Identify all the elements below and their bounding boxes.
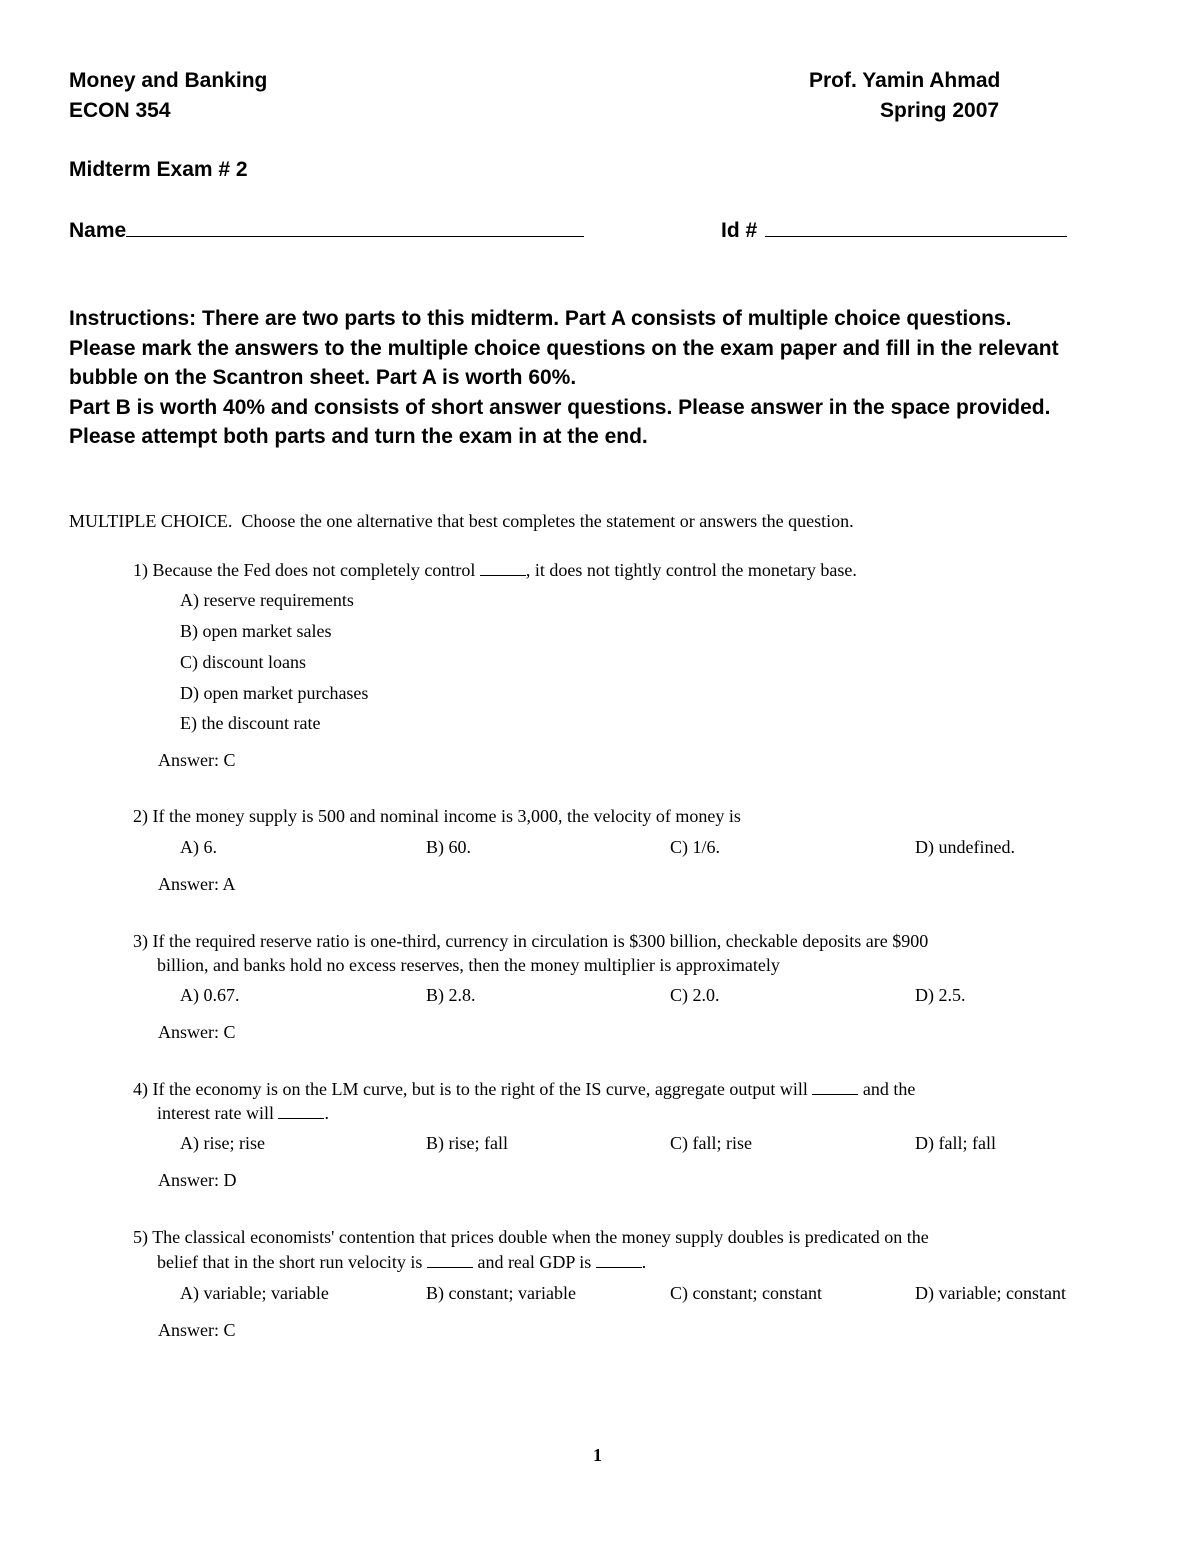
question-2-answer: Answer: A [158, 874, 236, 894]
answer-blank [427, 1253, 473, 1268]
answer-blank [812, 1080, 858, 1095]
question-text: If the money supply is 500 and nominal income is 3,000, the velocity of money is [152, 806, 741, 826]
question-1-option-a: A) reserve requirements [180, 590, 354, 610]
question-3-option-b: B) 2.8. [426, 985, 476, 1005]
question-1-option-d: D) open market purchases [180, 683, 369, 703]
page-number: 1 [593, 1445, 602, 1465]
question-2-option-d: D) undefined. [915, 837, 1015, 857]
question-4-stem-line-1 [133, 1079, 915, 1100]
question-5-option-d: D) variable; constant [915, 1283, 1066, 1303]
question-2-option-b: B) 60. [426, 837, 471, 857]
question-3-option-a: A) 0.67. [180, 985, 240, 1005]
question-5-option-b: B) constant; variable [426, 1283, 576, 1303]
name-field-row[interactable] [69, 218, 584, 243]
question-1-answer: Answer: C [158, 750, 236, 770]
question-text: . [324, 1103, 329, 1123]
question-4-option-c: C) fall; rise [670, 1133, 752, 1153]
answer-blank [480, 561, 526, 576]
term: Spring 2007 [880, 99, 1000, 122]
question-4-answer: Answer: D [158, 1170, 237, 1190]
id-blank-line[interactable] [765, 218, 1067, 237]
question-3-stem-line-2: billion, and banks hold no excess reserves, then the money multiplier is approximately [157, 955, 780, 975]
question-3-answer: Answer: C [158, 1022, 236, 1042]
section-heading [69, 511, 854, 532]
instructions-paragraph-1: Instructions: There are two parts to this midterm. Part A consists of multiple choice questions. Please mark the answers to the multiple choice questions on the exam paper and fill in the relevant bubble on the Scantron sheet. Part A is worth 60%. [69, 307, 1059, 390]
instructions-paragraph-2: Part B is worth 40% and consists of short answer questions. Please answer in the space provided. Please attempt both parts and turn the exam in at the end. [69, 395, 1051, 449]
question-2-option-a: A) 6. [180, 837, 217, 857]
answer-blank [278, 1104, 324, 1119]
question-text: If the economy is on the LM curve, but is to the right of the IS curve, aggregate output will [152, 1079, 808, 1099]
question-3-stem-line-1 [133, 931, 928, 952]
exam-title: Midterm Exam # 2 [69, 158, 248, 181]
question-text: . [641, 1252, 647, 1272]
question-text: If the required reserve ratio is one-third, currency in circulation is $300 billion, checkable deposits are $900 [152, 931, 929, 951]
question-1-option-c: C) discount loans [180, 652, 306, 672]
question-text: The classical economists' contention that prices double when the money supply doubles is predicated on the [152, 1227, 929, 1247]
question-text: interest rate will [157, 1103, 274, 1123]
name-blank-line[interactable] [126, 218, 584, 237]
question-text: and real GDP is [477, 1252, 592, 1272]
question-4-option-a: A) rise; rise [180, 1133, 265, 1153]
question-text: Because the Fed does not completely control [152, 560, 476, 580]
question-number: 1) [133, 560, 148, 580]
question-number: 5) [133, 1227, 148, 1247]
question-5-option-c: C) constant; constant [670, 1283, 822, 1303]
question-5-answer: Answer: C [158, 1320, 236, 1340]
professor-name: Prof. Yamin Ahmad [809, 69, 1001, 92]
name-label: Name [69, 219, 127, 242]
question-number: 2) [133, 806, 148, 826]
question-2-option-c: C) 1/6. [670, 837, 721, 857]
id-field-row[interactable] [721, 218, 1067, 243]
question-text: and the [862, 1079, 916, 1099]
section-title: MULTIPLE CHOICE. [69, 511, 233, 531]
question-1-option-b: B) open market sales [180, 621, 332, 641]
course-code: ECON 354 [69, 99, 171, 122]
question-4-stem-line-2 [157, 1103, 329, 1124]
question-4-option-b: B) rise; fall [426, 1133, 508, 1153]
question-1-option-e: E) the discount rate [180, 713, 321, 733]
question-number: 4) [133, 1079, 148, 1099]
question-5-stem-line-2 [157, 1252, 646, 1273]
question-5-stem-line-1 [133, 1227, 929, 1248]
question-text: belief that in the short run velocity is [157, 1252, 423, 1272]
id-label: Id # [721, 219, 758, 242]
instructions-block [69, 304, 1079, 452]
question-number: 3) [133, 931, 148, 951]
question-5-option-a: A) variable; variable [180, 1283, 329, 1303]
question-text: , it does not tightly control the monetary base. [525, 560, 857, 580]
question-2-stem [133, 806, 741, 827]
question-3-option-d: D) 2.5. [915, 985, 966, 1005]
course-title: Money and Banking [69, 69, 268, 92]
question-4-option-d: D) fall; fall [915, 1133, 996, 1153]
question-1-stem [133, 560, 857, 581]
section-directions: Choose the one alternative that best completes the statement or answers the question. [241, 511, 854, 531]
question-3-option-c: C) 2.0. [670, 985, 720, 1005]
answer-blank [596, 1253, 642, 1268]
